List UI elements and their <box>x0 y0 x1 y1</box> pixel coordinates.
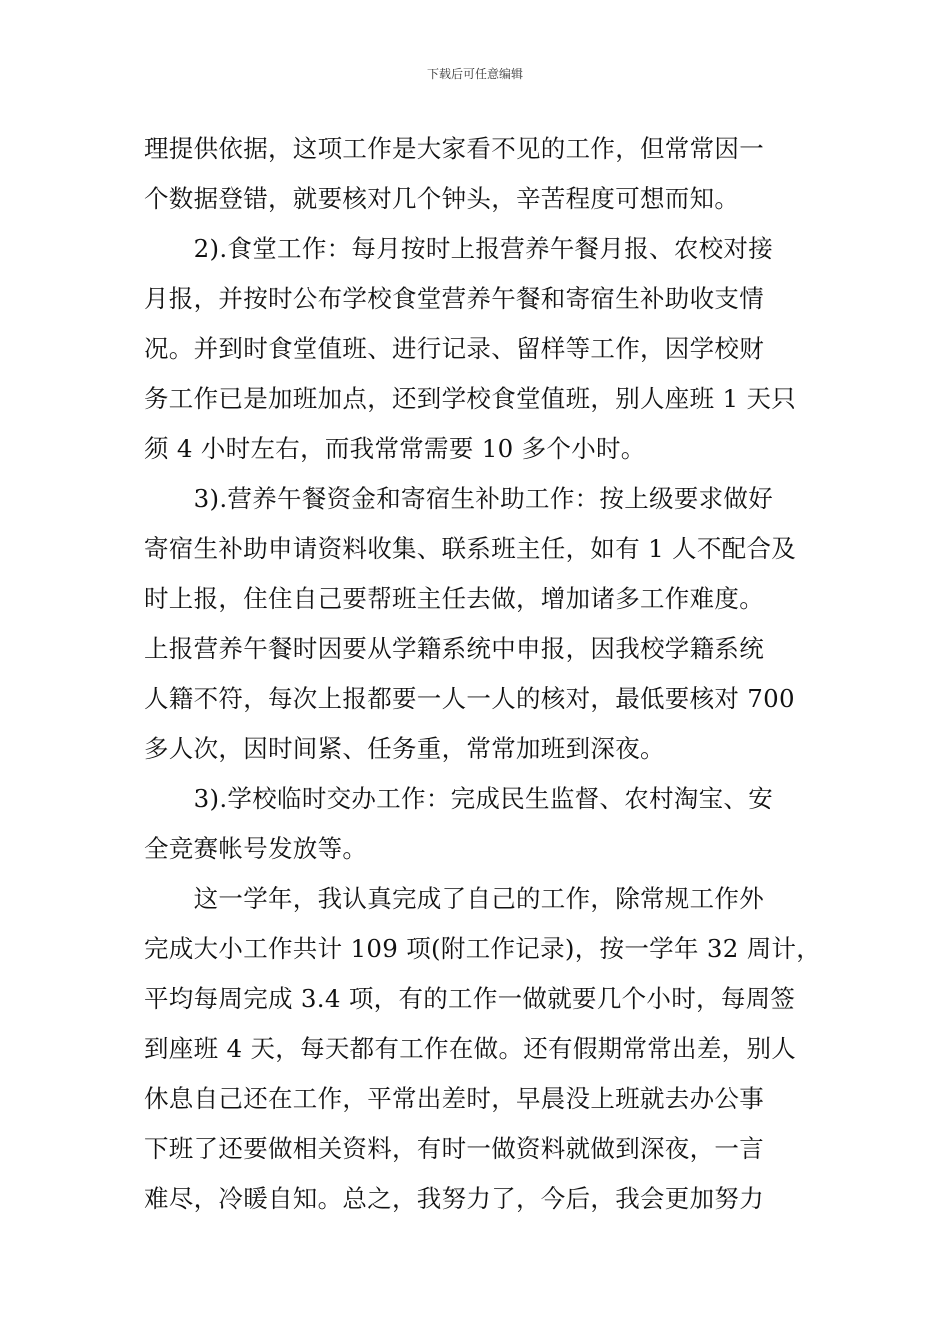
text-line: 理提供依据，这项工作是大家看不见的工作，但常常因一 <box>144 134 764 163</box>
text-line: 上报营养午餐时因要从学籍系统中申报，因我校学籍系统 <box>144 634 764 663</box>
text-line: 个数据登错，就要核对几个钟头，辛苦程度可想而知。 <box>144 184 740 213</box>
text-line: 2).食堂工作：每月按时上报营养午餐月报、农校对接 <box>144 234 774 263</box>
text-line: 多人次，因时间紧、任务重，常常加班到深夜。 <box>144 734 665 763</box>
text-line: 全竞赛帐号发放等。 <box>144 834 368 863</box>
text-line: 况。并到时食堂值班、进行记录、留样等工作，因学校财 <box>144 334 764 363</box>
text-line: 平均每周完成 3.4 项，有的工作一做就要几个小时，每周签 <box>144 984 796 1013</box>
text-line: 人籍不符，每次上报都要一人一人的核对，最低要核对 700 <box>144 684 795 713</box>
text-line: 这一学年，我认真完成了自己的工作，除常规工作外 <box>144 884 764 913</box>
text-line: 下班了还要做相关资料，有时一做资料就做到深夜，一言 <box>144 1134 764 1163</box>
document-body <box>144 124 824 1224</box>
text-line: 完成大小工作共计 109 项(附工作记录)，按一学年 32 周计， <box>144 934 822 963</box>
text-line: 到座班 4 天，每天都有工作在做。还有假期常常出差，别人 <box>144 1034 797 1063</box>
text-line: 务工作已是加班加点，还到学校食堂值班，别人座班 1 天只 <box>144 384 797 413</box>
text-line: 3).学校临时交办工作：完成民生监督、农村淘宝、安 <box>144 784 774 813</box>
text-line: 寄宿生补助申请资料收集、联系班主任，如有 1 人不配合及 <box>144 534 797 563</box>
text-line: 月报，并按时公布学校食堂营养午餐和寄宿生补助收支情 <box>144 284 764 313</box>
text-line: 3).营养午餐资金和寄宿生补助工作：按上级要求做好 <box>144 484 774 513</box>
text-line: 须 4 小时左右，而我常常需要 10 多个小时。 <box>144 434 646 463</box>
text-line: 时上报，住住自己要帮班主任去做，增加诸多工作难度。 <box>144 584 764 613</box>
page-header: 下载后可任意编辑 <box>426 67 523 81</box>
text-line: 难尽，冷暖自知。总之，我努力了，今后，我会更加努力 <box>144 1184 764 1213</box>
text-line: 休息自己还在工作，平常出差时，早晨没上班就去办公事 <box>144 1084 764 1113</box>
